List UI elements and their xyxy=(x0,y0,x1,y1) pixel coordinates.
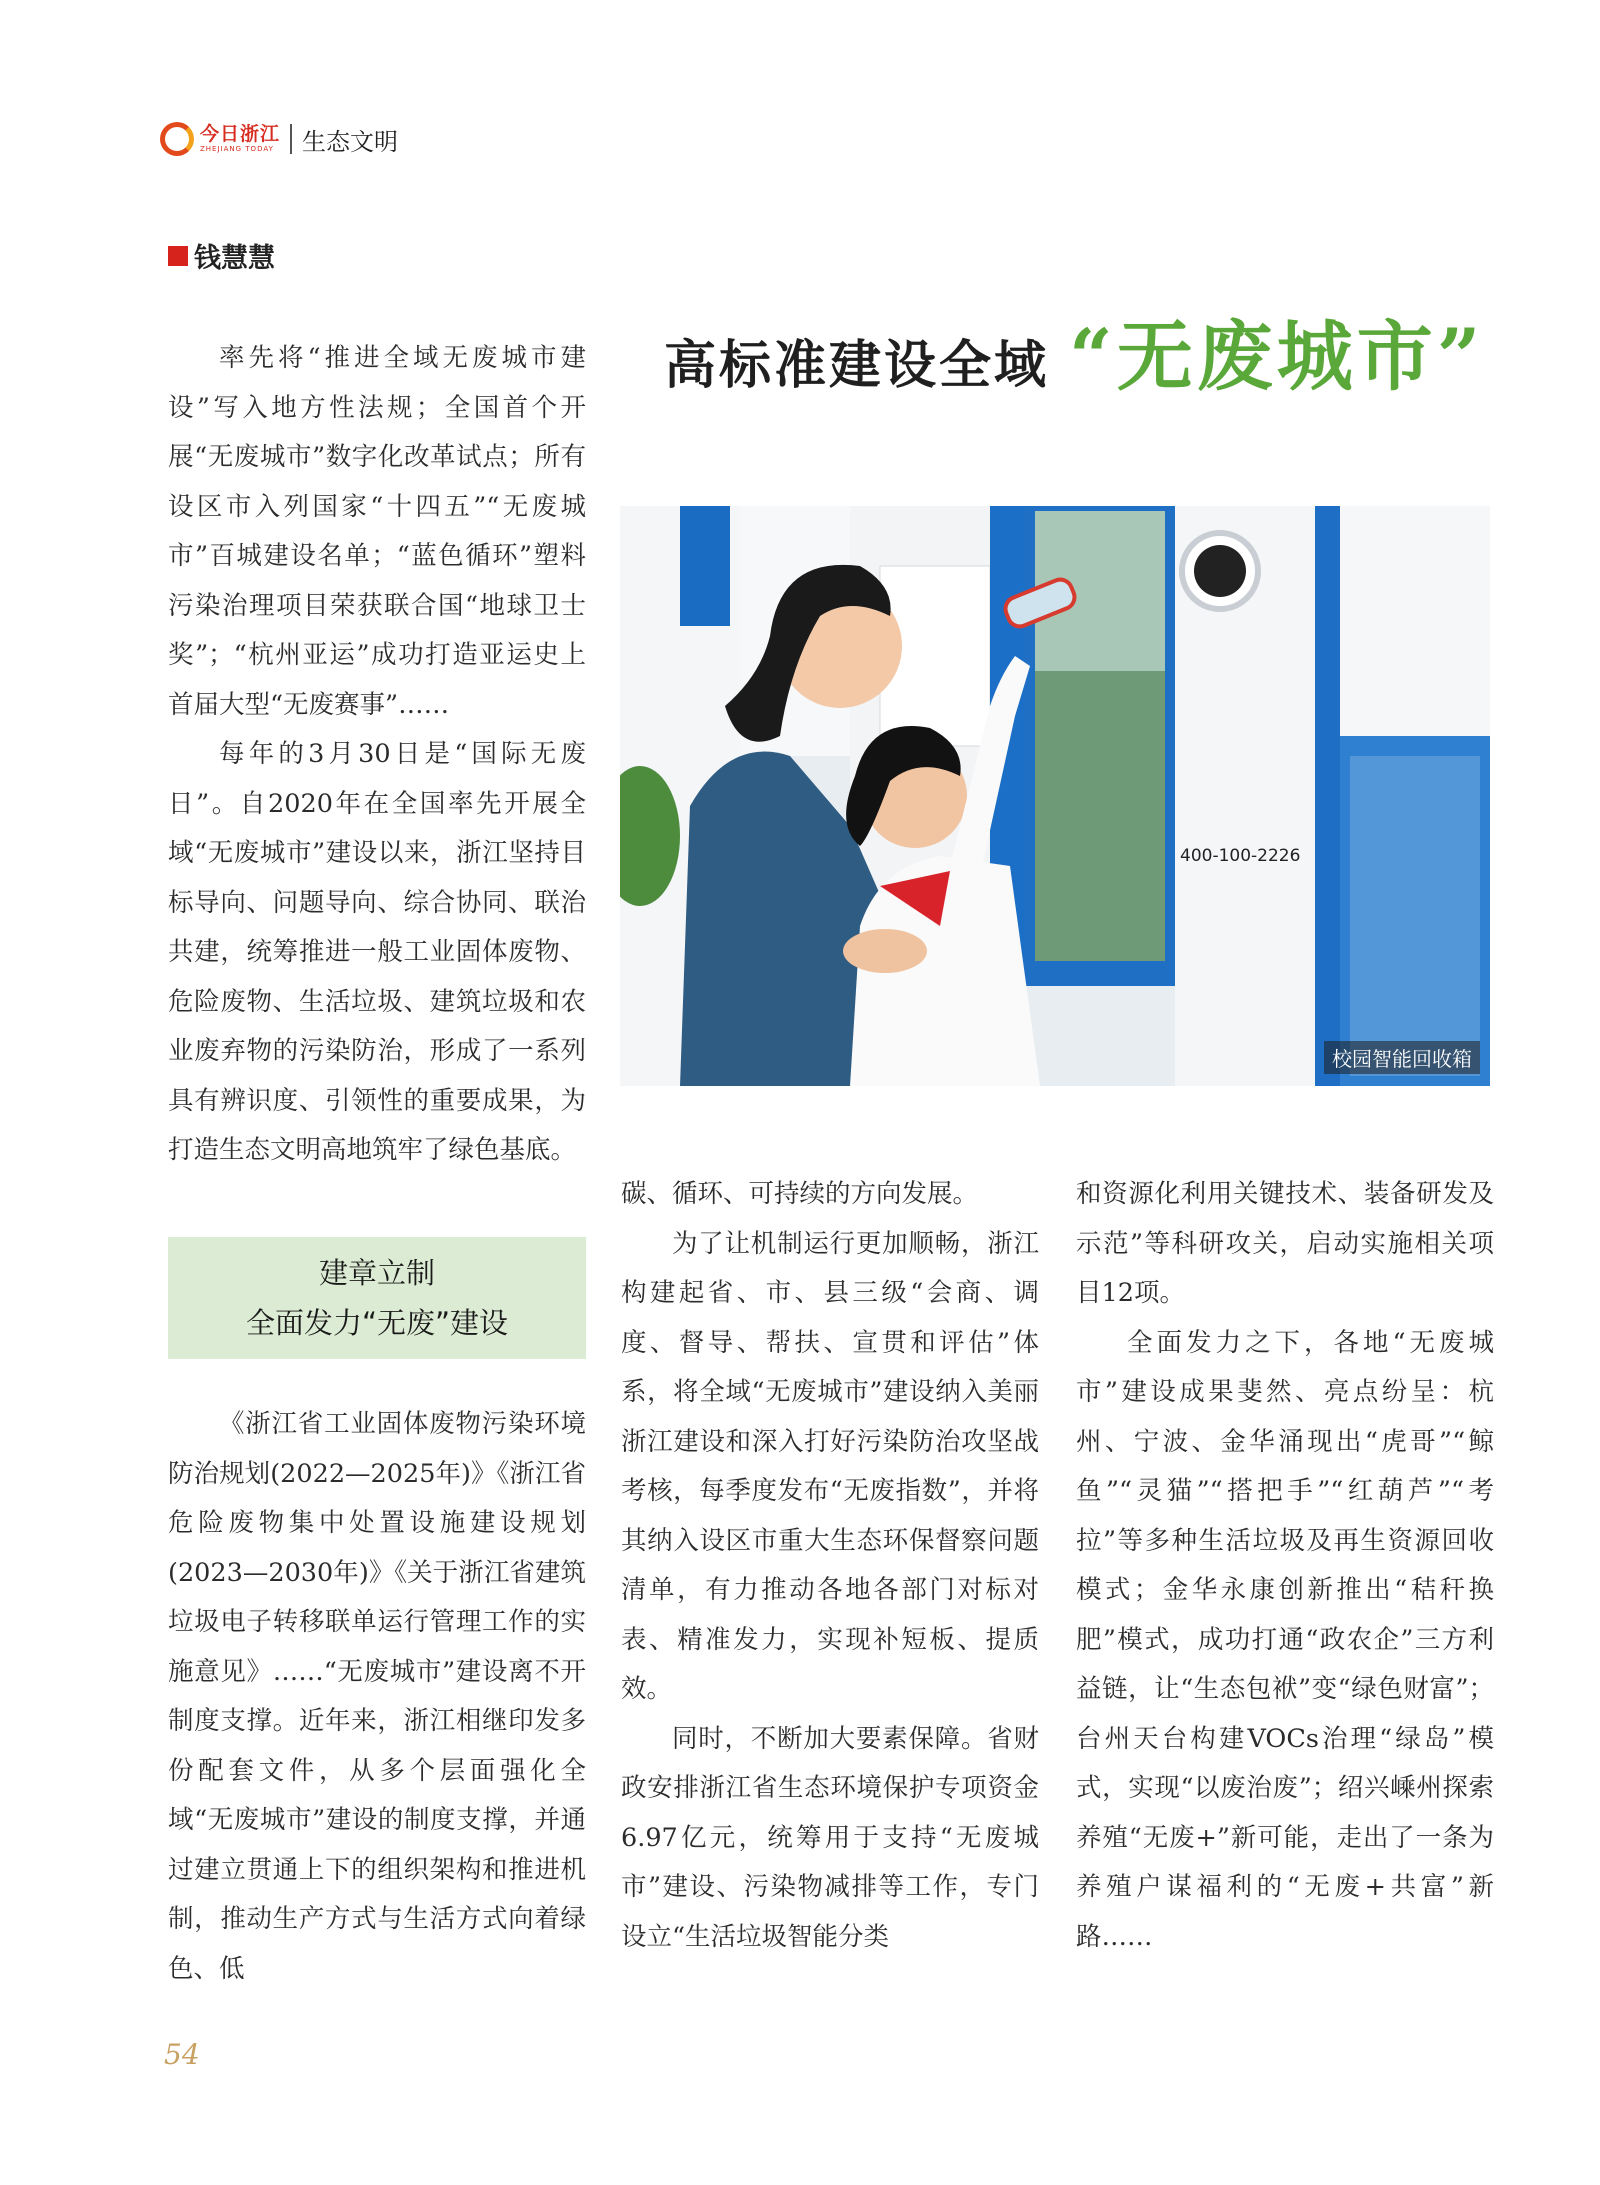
article-photo xyxy=(620,506,1490,1086)
logo-english: ZHEJIANG TODAY xyxy=(200,145,274,153)
author-name: 钱慧慧 xyxy=(194,243,275,274)
title-accent: “无废城市” xyxy=(1069,312,1485,401)
section-name: 生态文明 xyxy=(302,127,399,156)
paragraph-3: 《浙江省工业固体废物污染环境防治规划(2022—2025年)》《浙江省危险废物集中处置设施建设规划(2023—2030年)》《关于浙江省建筑垃圾电子转移联单运行管理工作的实施意见》……“无废城市”建设离不开制度支撑。近年来，浙江相继印发多份配套文件，从多个层面强化全域“无废城市”建设的制度支撑，并通过建立贯通上下的组织架构和推进机制，推动生产方式与生活方式向着绿色、低 xyxy=(168,1409,586,1984)
page-number: 54 xyxy=(164,2038,200,2071)
paragraph-5-continued: 和资源化利用关键技术、装备研发及示范”等科研攻关，启动实施相关项目12项。 xyxy=(1076,1179,1494,1308)
byline-marker-icon xyxy=(168,246,188,266)
logo-icon xyxy=(160,122,194,156)
paragraph-1: 率先将“推进全域无废城市建设”写入地方性法规；全国首个开展“无废城市”数字化改革试点；所有设区市入列国家“十四五”“无废城市”百城建设名单；“蓝色循环”塑料污染治理项目荣获联合国“地球卫士奖”；“杭州亚运”成功打造亚运史上首届大型“无废赛事”…… xyxy=(168,343,586,720)
masthead xyxy=(160,116,398,162)
subheading-box xyxy=(168,1237,586,1359)
paragraph-3-continued: 碳、循环、可持续的方向发展。 xyxy=(621,1179,979,1209)
photo-illustration xyxy=(620,506,1490,1086)
paragraph-2: 每年的3月30日是“国际无废日”。自2020年在全国率先开展全域“无废城市”建设以来，浙江坚持目标导向、问题导向、综合协同、联治共建，统筹推进一般工业固体废物、危险废物、生活垃圾、建筑垃圾和农业废弃物的污染防治，形成了一系列具有辨识度、引领性的重要成果，为打造生态文明高地筑牢了绿色基底。 xyxy=(168,739,586,1165)
hotline-text: 400-100-2226 xyxy=(1180,846,1301,866)
paragraph-5: 同时，不断加大要素保障。省财政安排浙江省生态环境保护专项资金6.97亿元，统筹用于支持“无废城市”建设、污染物减排等工作，专门设立“生活垃圾智能分类 xyxy=(621,1723,1039,1952)
photo-caption: 校园智能回收箱 xyxy=(1324,1041,1480,1074)
subheading-line-1: 建章立制 xyxy=(318,1256,435,1290)
paragraph-6: 全面发力之下，各地“无废城市”建设成果斐然、亮点纷呈：杭州、宁波、金华涌现出“虎哥”“鲸鱼”“灵猫”“搭把手”“红葫芦”“考拉”等多种生活垃圾及再生资源回收模式；金华永康创新推出“秸秆换肥”模式，成功打通“政农企”三方利益链，让“生态包袱”变“绿色财富”；台州天台构建VOCs治理“绿岛”模式，实现“以废治废”；绍兴嵊州探索养殖“无废+”新可能，走出了一条为养殖户谋福利的“无废+共富”新路…… xyxy=(1076,1327,1494,1952)
header-divider xyxy=(290,124,292,154)
logo xyxy=(200,125,280,153)
paragraph-4: 为了让机制运行更加顺畅，浙江构建起省、市、县三级“会商、调度、督导、帮扶、宣贯和评估”体系，将全域“无废城市”建设纳入美丽浙江建设和深入打好污染防治攻坚战考核，每季度发布“无废指数”，并将其纳入设区市重大生态环保督察问题清单，有力推动各地各部门对标对表、精准发力，实现补短板、提质效。 xyxy=(621,1228,1039,1704)
column-left-top xyxy=(168,334,586,1176)
title-main: 高标准建设全域 xyxy=(664,335,1050,396)
column-middle xyxy=(621,1170,1039,1962)
column-left-bottom xyxy=(168,1400,586,1994)
column-right xyxy=(1076,1170,1494,1962)
logo-chinese: 今日浙江 xyxy=(200,123,281,145)
article-title xyxy=(664,296,1484,405)
subheading-line-2: 全面发力“无废”建设 xyxy=(245,1306,509,1340)
byline xyxy=(168,236,275,275)
